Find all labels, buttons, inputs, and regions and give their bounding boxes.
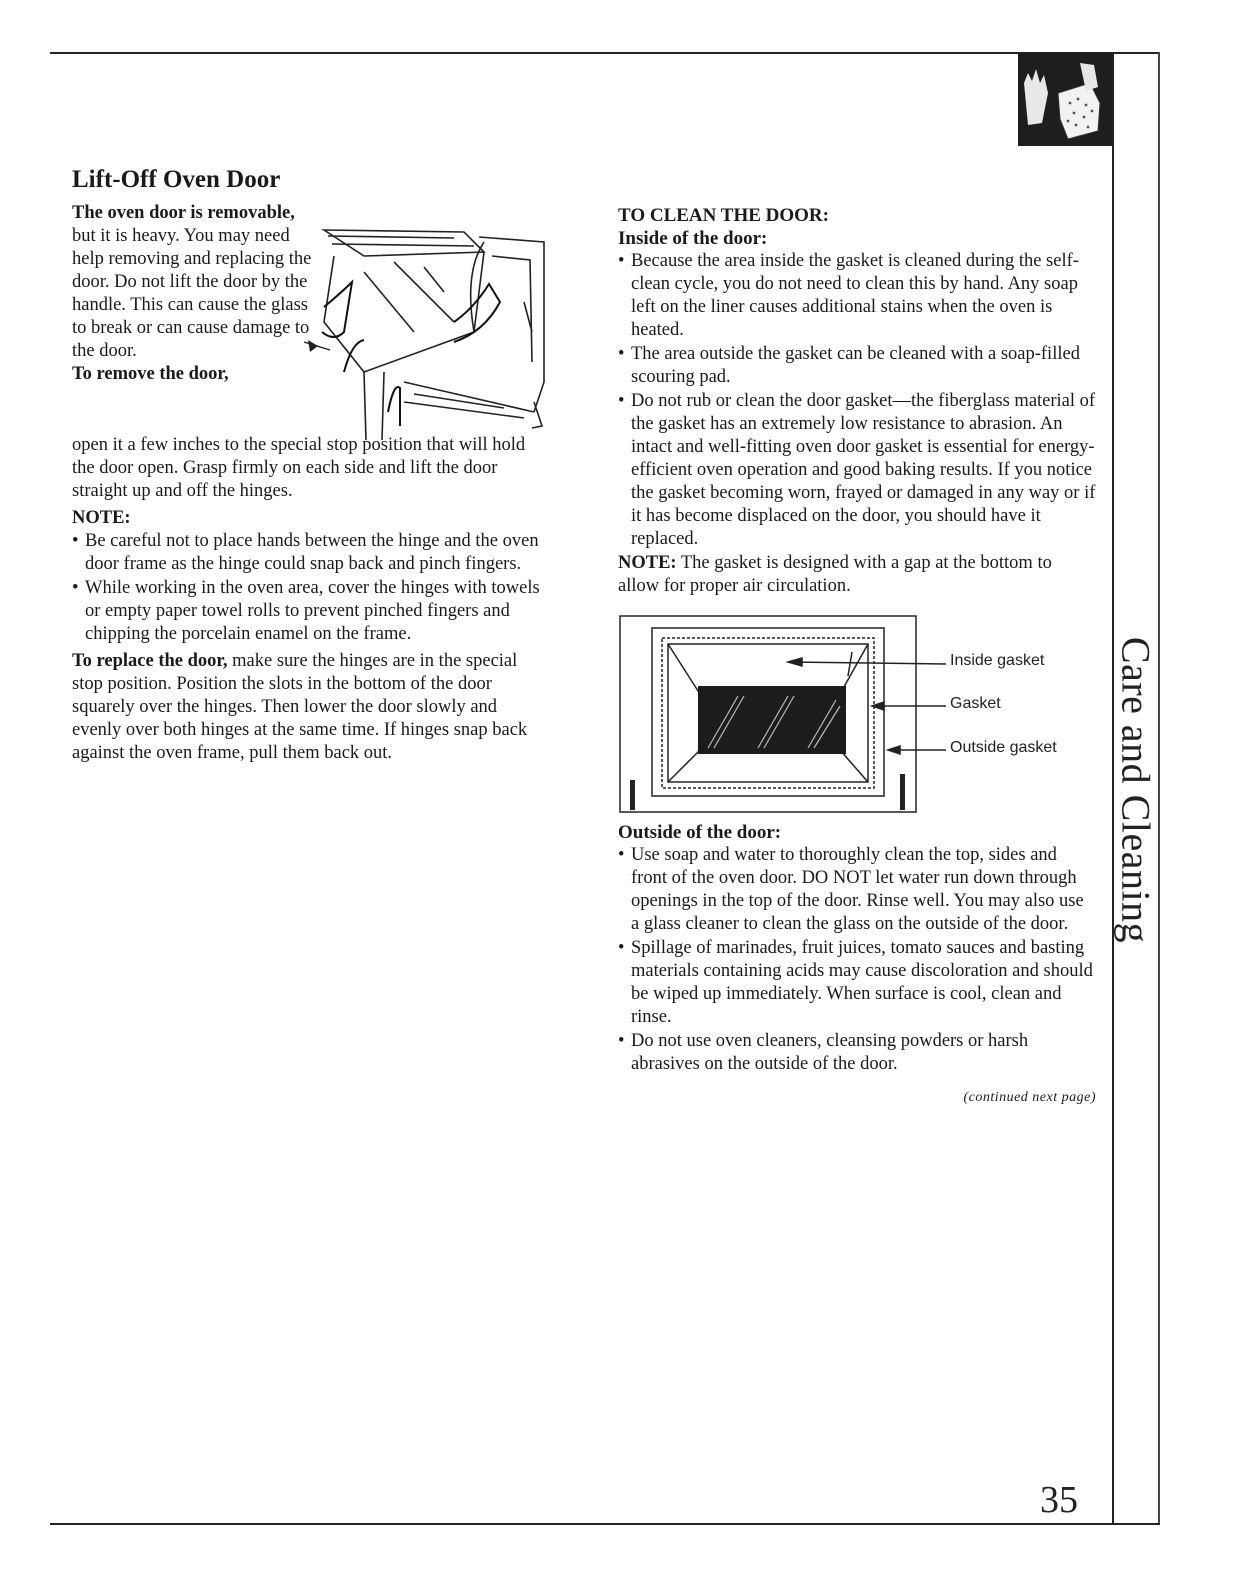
right-column	[618, 204, 1096, 1109]
outside-item: • Spillage of marinades, fruit juices, tomato sauces and basting materials containing acids may cause discoloration and should be wiped up immediately. When surface is cool, clean and rinse.	[618, 937, 1096, 1029]
outside-item: • Use soap and water to thoroughly clean the top, sides and front of the oven door. DO NOT let water run down through openings in the top of the door. Rinse well. You may also use a glass cleaner to clean the glass on the outside of the door.	[618, 844, 1096, 936]
gasket-diagram-drawing	[618, 608, 1088, 813]
bottom-rule	[50, 1523, 1160, 1525]
outside-door-heading: Outside of the door:	[618, 822, 782, 843]
replace-paragraph	[72, 650, 542, 765]
left-column	[72, 166, 542, 765]
inside-item: • Because the area inside the gasket is cleaned during the self-clean cycle, you do not need to clean this by hand. Any soap left on the liner causes additional stains when the oven is heated.	[618, 250, 1096, 342]
outside-item: • Do not use oven cleaners, cleansing powders or harsh abrasives on the outside of the door.	[618, 1030, 1096, 1076]
door-removal-illustration	[304, 212, 546, 448]
note-heading: NOTE:	[72, 508, 131, 528]
gasket-diagram	[618, 608, 1088, 813]
outside-door-list	[618, 844, 1096, 1076]
inside-item: • Do not rub or clean the door gasket—the fiberglass material of the gasket has an extremely low resistance to abrasion. An intact and well-fitting oven door gasket is essential for energy-efficient oven operation and good baking results. If you notice the gasket becoming worn, frayed or damaged in any way or if it has become displaced on the door, you should have it replaced.	[618, 390, 1096, 551]
inside-door-list	[618, 250, 1096, 551]
gasket-label: Gasket	[950, 695, 1001, 712]
cleaning-sponge-icon	[1018, 53, 1112, 146]
inside-item: • The area outside the gasket can be cleaned with a soap-filled scouring pad.	[618, 343, 1096, 389]
outside-gasket-label: Outside gasket	[950, 739, 1057, 756]
continued-note: (continued next page)	[963, 1090, 1096, 1105]
side-title-text: Care and Cleaning	[1113, 636, 1159, 944]
intro-text: but it is heavy. You may need help removing and replacing the door. Do not lift the door by the handle. This can cause the glass to break or can cause damage to the door.	[72, 226, 312, 361]
section-side-title	[1113, 636, 1159, 944]
note-item: • Be careful not to place hands between the hinge and the oven door frame as the hinge could snap back and pinch fingers.	[72, 530, 542, 576]
gasket-note-text: The gasket is designed with a gap at the bottom to allow for proper air circulation.	[618, 553, 1052, 596]
remove-heading: To remove the door,	[72, 364, 229, 384]
page-number: 35	[1040, 1479, 1078, 1521]
intro-block	[72, 202, 542, 434]
note-item: • While working in the oven area, cover the hinges with towels or empty paper towel rolls to prevent pinched fingers and chipping the porcelain enamel on the frame.	[72, 577, 542, 646]
section-title: Lift-Off Oven Door	[72, 166, 281, 193]
inside-door-heading: Inside of the door:	[618, 228, 768, 249]
gasket-note-bold: NOTE:	[618, 553, 677, 573]
remove-paragraph: open it a few inches to the special stop position that will hold the door open. Grasp firmly on each side and lift the door straight up and off the hinges.	[72, 435, 526, 501]
intro-bold: The oven door is removable,	[72, 203, 295, 223]
top-rule	[50, 52, 1160, 54]
inside-gasket-label: Inside gasket	[950, 652, 1045, 669]
intro-paragraph	[72, 202, 317, 363]
clean-door-heading: TO CLEAN THE DOOR:	[618, 205, 829, 226]
replace-bold: To replace the door,	[72, 651, 228, 671]
replace-text: make sure the hinges are in the special stop position. Position the slots in the bottom of the door squarely over the hinges. Then lower the door slowly and evenly over both hinges at the same time. If hinges snap back against the oven frame, pull them back out.	[72, 651, 528, 763]
gasket-note	[618, 552, 1096, 598]
note-list	[72, 530, 542, 646]
